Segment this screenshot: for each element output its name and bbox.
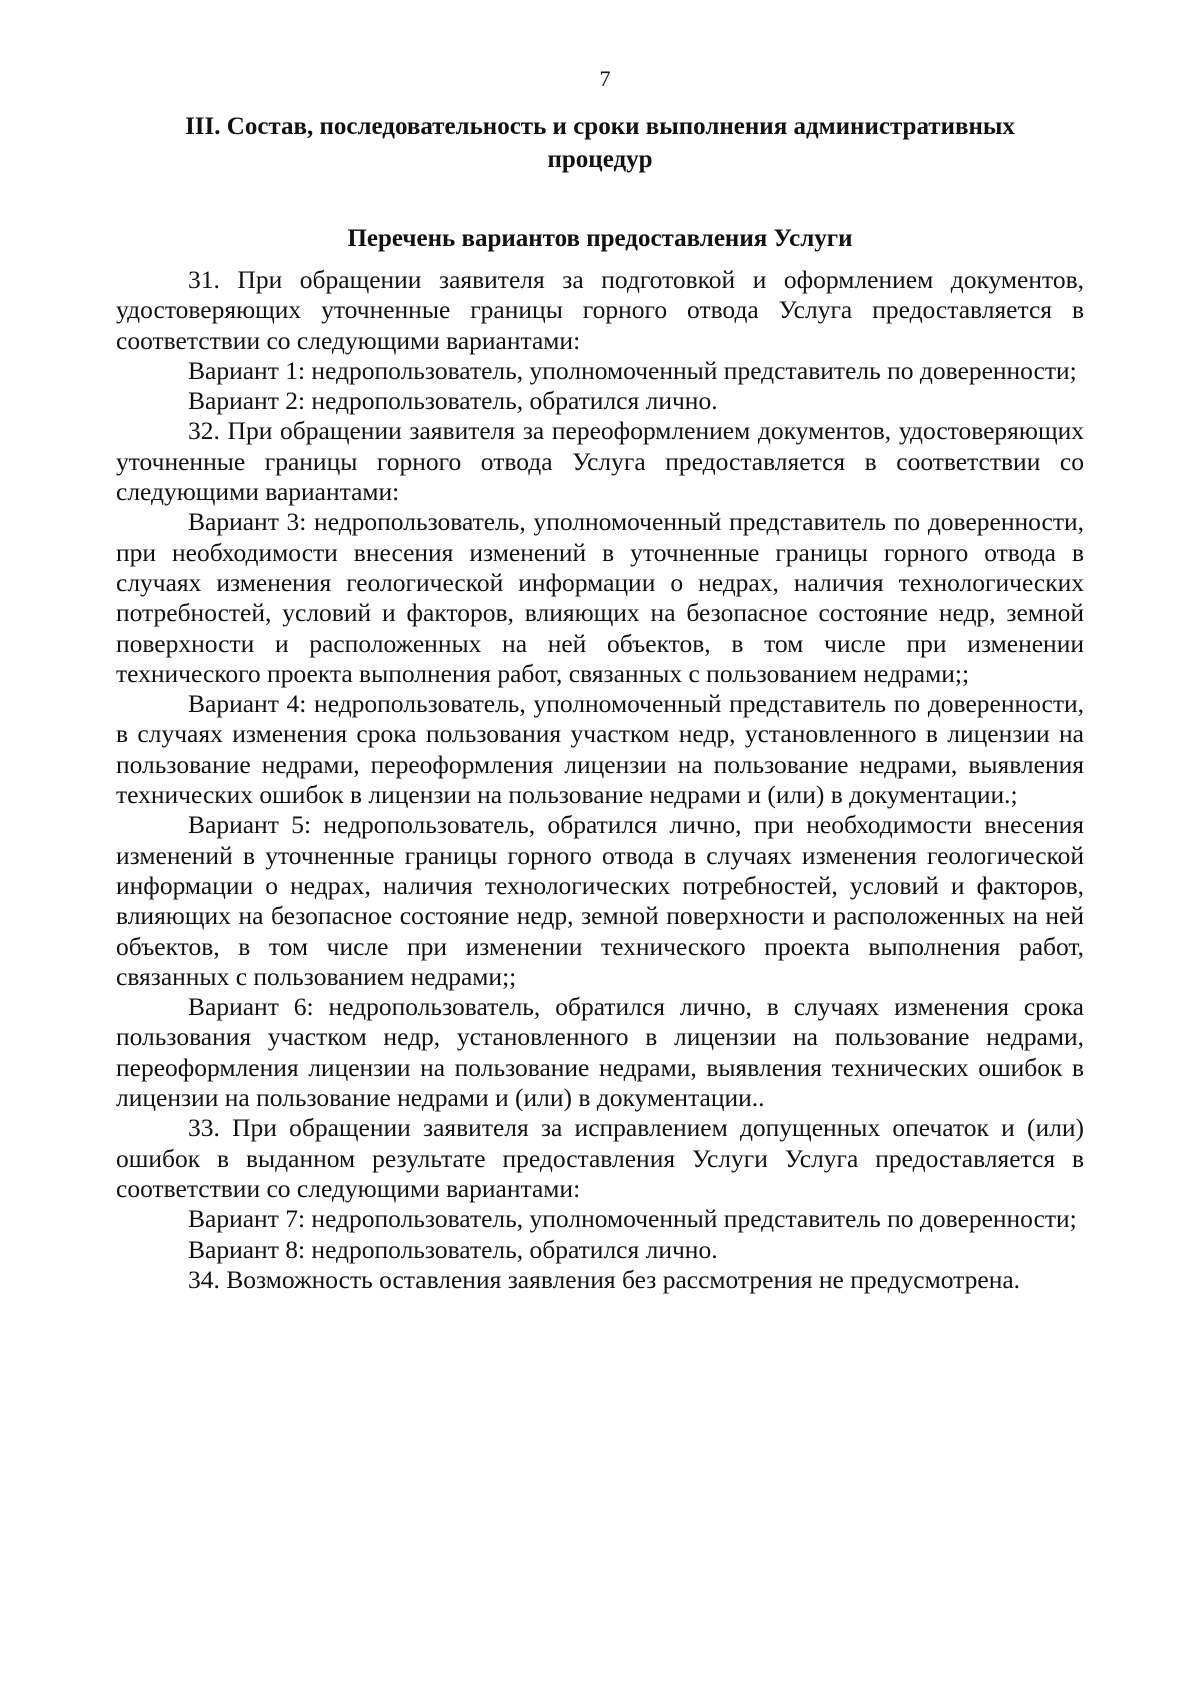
section-title: III. Состав, последовательность и сроки выполнения административных процедур — [185, 113, 1015, 173]
document-page — [116, 66, 1084, 1295]
subsection-title: Перечень вариантов предоставления Услуги — [347, 225, 853, 252]
variant-6: Вариант 6: недропользователь, обратился лично, в случаях изменения срока пользования участком недр, установленного в лицензии на пользование недрами, переоформления лицензии на пользование недрами, выявления технических ошибок в лицензии на пользование недрами и (или) в документации.. — [116, 992, 1084, 1113]
page-number: 7 — [599, 66, 611, 91]
paragraph-31: 31. При обращении заявителя за подготовкой и оформлением документов, удостоверяющих уточненные границы горного отвода Услуга предоставляется в соответствии со следующими вариантами: — [116, 265, 1084, 355]
variant-5: Вариант 5: недропользователь, обратился лично, при необходимости внесения изменений в уточненные границы горного отвода в случаях изменения геологической информации о недрах, наличия технологических потребностей, условий и факторов, влияющих на безопасное состояние недр, земной поверхности и расположенных на ней объектов, в том числе при изменении технического проекта выполнения работ, связанных с пользованием недрами;; — [116, 810, 1084, 991]
variant-8: Вариант 8: недропользователь, обратился лично. — [188, 1234, 718, 1264]
variant-1: Вариант 1: недропользователь, уполномоченный представитель по доверенности; — [188, 355, 1077, 385]
variant-2: Вариант 2: недропользователь, обратился лично. — [188, 386, 718, 416]
variant-4: Вариант 4: недропользователь, уполномоченный представитель по доверенности, в случаях изменения срока пользования участком недр, установленного в лицензии на пользование недрами, переоформления лицензии на пользование недрами, выявления технических ошибок в лицензии на пользование недрами и (или) в документации.; — [116, 689, 1084, 810]
variant-7: Вариант 7: недропользователь, уполномоченный представитель по доверенности; — [188, 1204, 1077, 1234]
paragraph-33: 33. При обращении заявителя за исправлением допущенных опечаток и (или) ошибок в выданном результате предоставления Услуги Услуга предоставляется в соответствии со следующими вариантами: — [116, 1113, 1084, 1203]
paragraph-34: 34. Возможность оставления заявления без рассмотрения не предусмотрена. — [188, 1264, 1021, 1294]
variant-3: Вариант 3: недропользователь, уполномоченный представитель по доверенности, при необходимости внесения изменений в уточненные границы горного отвода в случаях изменения геологической информации о недрах, наличия технологических потребностей, условий и факторов, влияющих на безопасное состояние недр, земной поверхности и расположенных на ней объектов, в том числе при изменении технического проекта выполнения работ, связанных с пользованием недрами;; — [116, 507, 1084, 688]
paragraph-32: 32. При обращении заявителя за переоформлением документов, удостоверяющих уточненные границы горного отвода Услуга предоставляется в соответствии со следующими вариантами: — [116, 416, 1084, 507]
